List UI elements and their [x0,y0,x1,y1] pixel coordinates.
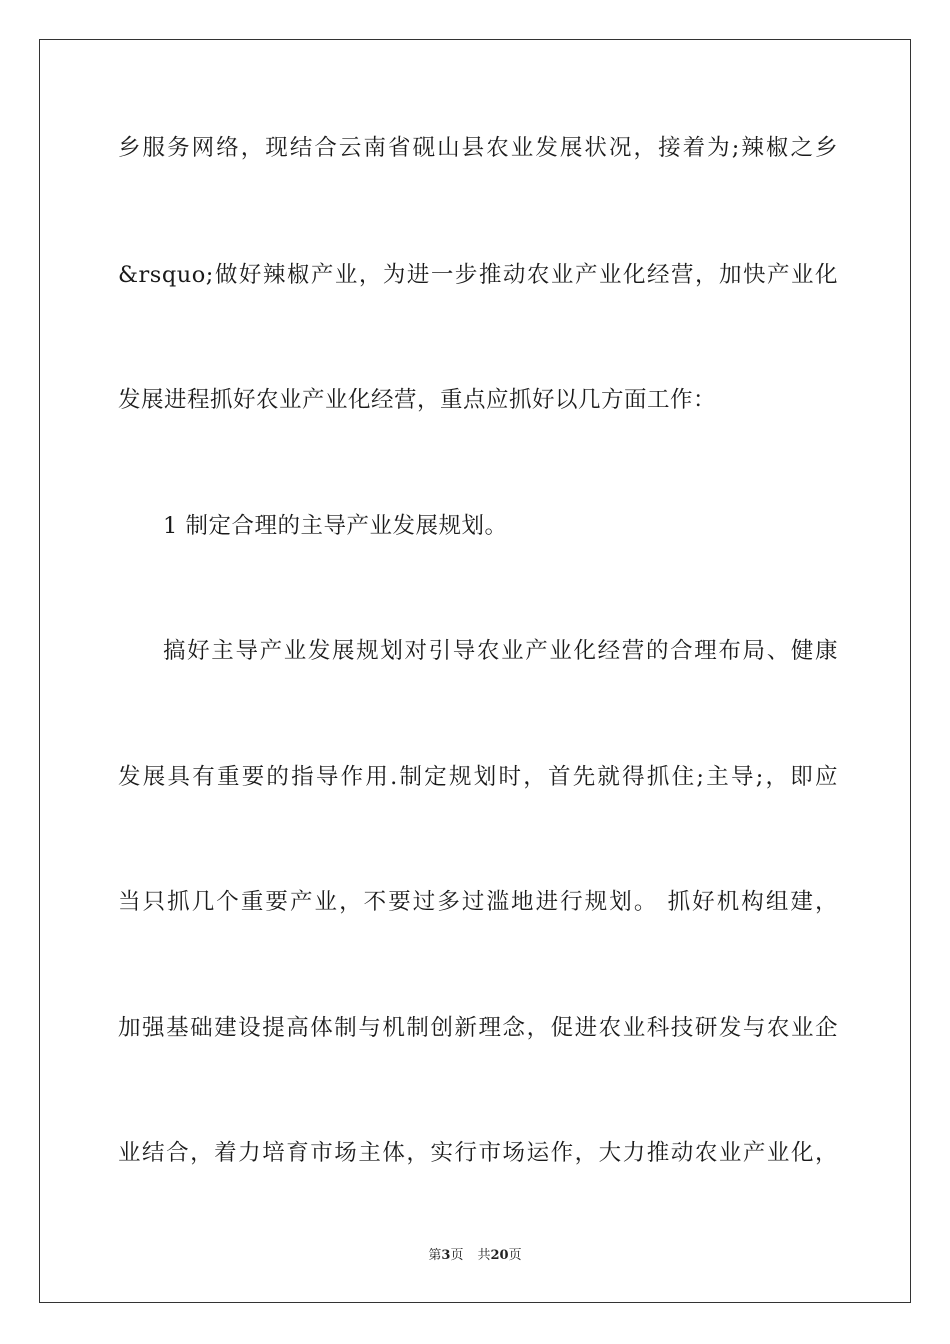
text-line-2: &rsquo;做好辣椒产业，为进一步推动农业产业化经营，加快产业化 [118,262,838,288]
text-line-1: 乡服务网络，现结合云南省砚山县农业发展状况，接着为;辣椒之乡 [118,135,838,161]
text-line-9: 业结合，着力培育市场主体，实行市场运作，大力推动农业产业化， [118,1140,838,1166]
text-line-5: 搞好主导产业发展规划对引导农业产业化经营的合理布局、健康 [163,638,838,664]
page-border [39,39,911,1303]
text-line-6: 发展具有重要的指导作用.制定规划时，首先就得抓住;主导;，即应 [118,764,838,790]
footer-page-prefix: 第 [428,1248,442,1263]
text-line-3: 发展进程抓好农业产业化经营，重点应抓好以几方面工作： [118,387,717,413]
footer-total-suffix: 页 [508,1248,522,1263]
text-line-8: 加强基础建设提高体制与机制创新理念，促进农业科技研发与农业企 [118,1015,838,1041]
footer-page-number: 3 [441,1248,451,1263]
footer-page-suffix: 页 [450,1248,464,1263]
text-line-4-heading: 1 制定合理的主导产业发展规划。 [163,513,508,539]
footer-total-prefix: 共 [477,1248,491,1263]
footer-total-pages: 20 [490,1248,509,1263]
page-footer [0,1247,950,1265]
text-line-7: 当只抓几个重要产业，不要过多过滥地进行规划。 抓好机构组建， [118,889,838,915]
